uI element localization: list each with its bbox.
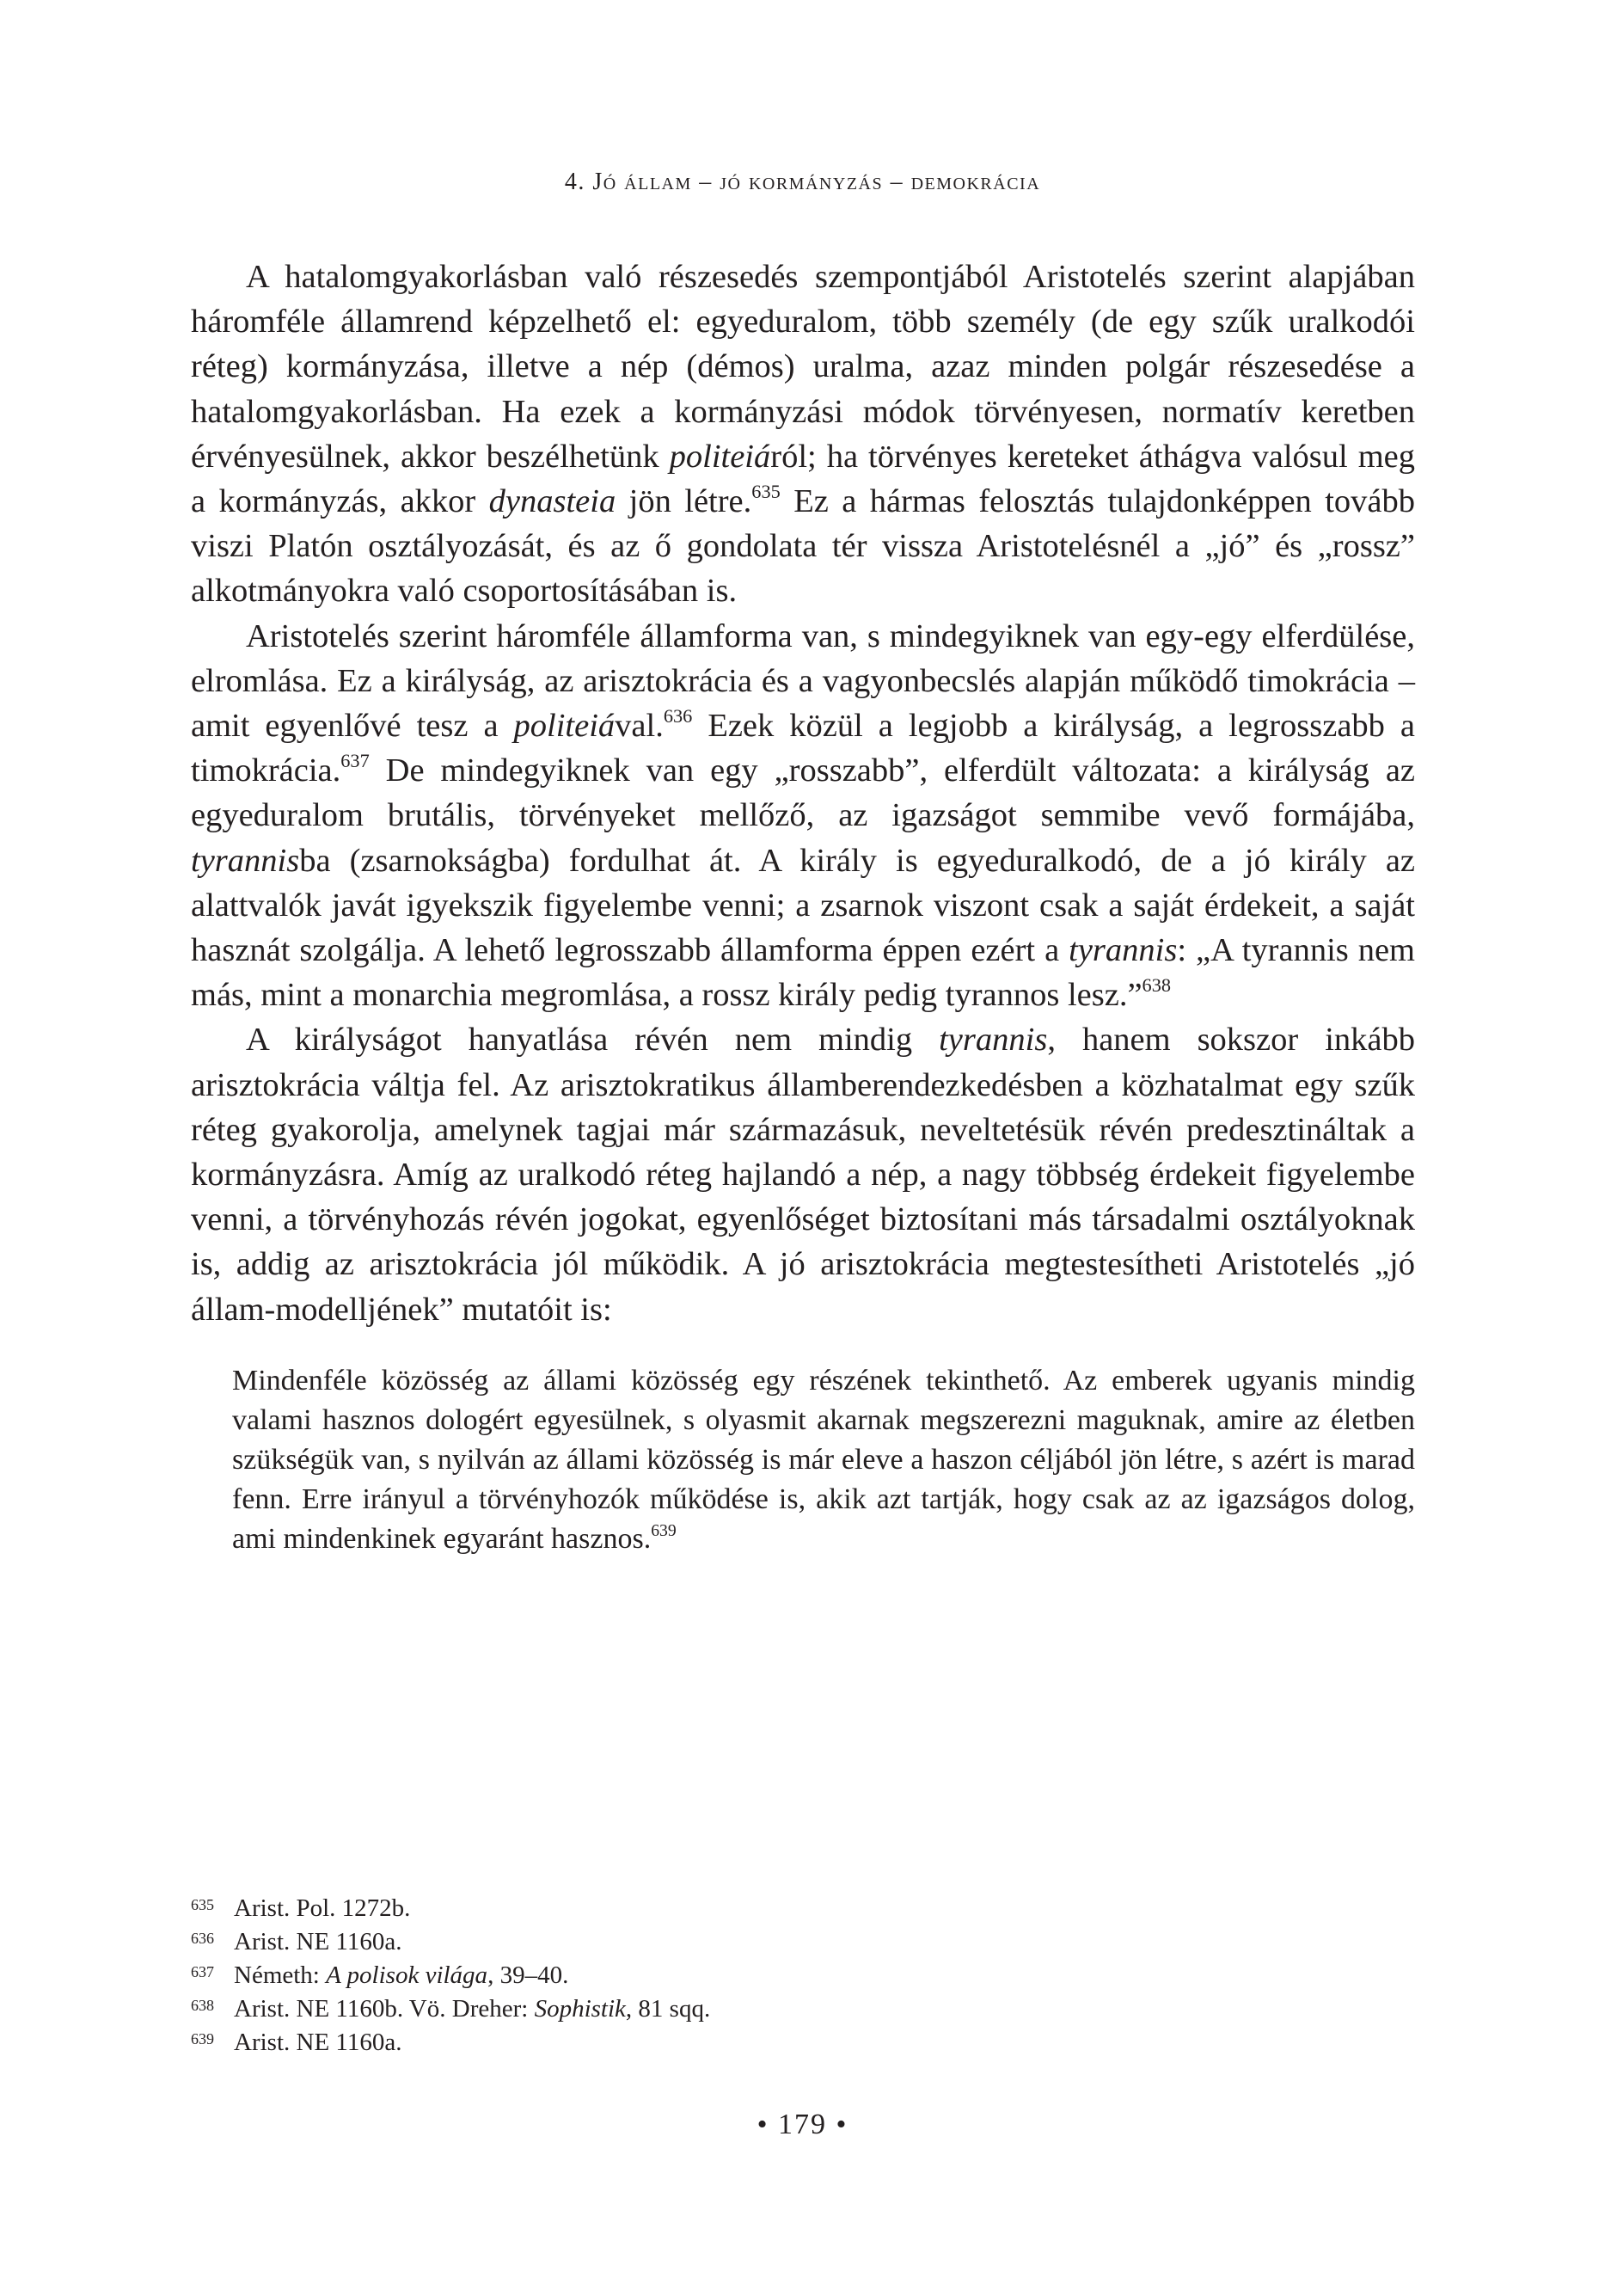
footnote-ref[interactable]: 637: [340, 750, 370, 772]
italic-term: politeiá: [513, 708, 616, 745]
footnote-number: 638: [191, 1997, 214, 2014]
footnote: [191, 1959, 1415, 1992]
italic-term: politeiá: [669, 438, 771, 475]
footnote-ref[interactable]: 635: [751, 480, 781, 502]
footnote-text: Németh: A polisok világa, 39–40.: [234, 1961, 569, 1989]
footnote-number: 639: [191, 2030, 214, 2047]
italic-term: dynasteia: [488, 483, 616, 520]
footnote-number: 637: [191, 1963, 214, 1980]
footnote-title: Sophistik: [534, 1995, 626, 2023]
footnote-number: 636: [191, 1930, 214, 1947]
footnote-ref[interactable]: 639: [651, 1520, 677, 1540]
paragraph-2: Aristotelés szerint háromféle államforma van, s mindegyiknek van egy-egy elferdülése, elromlása. Ez a királyság, az arisztokrácia és a vagyonbecslés alapján működő timokrácia – amit egyenlővé tesz a politeiával.$^{636}$ Ezek közül a legjobb a királyság, a legrosszabb a timokrácia.$^{637}$ De mindegyiknek van egy „rosszabb”, elferdült változata: a királyság az egyeduralom brutális, törvényeket mellőző, az igazságot semmibe vevő formájába, tyrannisba (zsarnokságba) fordulhat át. A király is egyeduralkodó, de a jó király az alattvalók javát igyekszik figyelembe venni; a zsarnok viszont csak a saját érdekeit, a saját hasznát szolgálja. A lehető legrosszabb államforma éppen ezért a tyrannis: „A tyrannis nem más, mint a monarchia megromlása, a rossz király pedig tyrannos lesz.”$^{638}$: [191, 617, 1415, 1014]
footnote: [191, 1925, 1415, 1959]
paragraph-1: A hatalomgyakorlásban való részesedés szempontjából Aristotelés szerint alapjában háromféle államrend képzelhető el: egyeduralom, több személy (de egy szűk uralkodói réteg) kormányzása, illetve a nép (démos) uralma, azaz minden polgár részesedése a hatalomgyakorlásban. Ha ezek a kormányzási módok törvényesen, normatív keretben érvényesülnek, akkor beszélhetünk politeiáról; ha törvényes kereteket áthágva valósul meg a kormányzás, akkor dynasteia jön létre.$^{635}$ Ez a hármas felosztás tulajdonképpen tovább viszi Platón osztályozását, és az ő gondolata tér vissza Aristotelésnél a „jó” és „rossz” alkotmányokra való csoportosításában is.: [191, 259, 1416, 610]
footnote-number: 635: [191, 1896, 214, 1913]
footnote-text: Arist. NE 1160a.: [234, 2029, 402, 2056]
footnote-ref[interactable]: 636: [663, 704, 693, 727]
footnotes: [191, 1892, 1415, 2060]
italic-term: tyrannis: [1069, 932, 1178, 969]
main-text: [191, 255, 1415, 1559]
footnote-text: Arist. NE 1160b. Vö. Dreher: Sophistik, 81 sqq.: [234, 1995, 711, 2023]
italic-term: tyrannis: [191, 842, 300, 879]
footnote-ref[interactable]: 638: [1142, 974, 1172, 997]
italic-term: tyrannis: [939, 1022, 1048, 1059]
footnote: [191, 1992, 1415, 2026]
footnote: [191, 2026, 1415, 2060]
page-number: • 179 •: [757, 2109, 848, 2140]
footnote-text: Arist. NE 1160a.: [234, 1928, 402, 1955]
footnote-title: A polisok világa: [326, 1961, 488, 1989]
paragraph-3: A királyságot hanyatlása révén nem mindig tyrannis, hanem sokszor inkább arisztokrácia váltja fel. Az arisztokratikus államberendezkedésben a közhatalmat egy szűk réteg gyakorolja, amelynek tagjai már származásuk, neveltetésük révén predesztináltak a kormányzásra. Amíg az uralkodó réteg hajlandó a nép, a nagy többség érdekeit figyelembe venni, a törvényhozás révén jogokat, egyenlőséget biztosítani más társadalmi osztályoknak is, addig az arisztokrácia jól működik. A jó arisztokrácia megtestesítheti Aristotelés „jó állam-modelljének” mutatóit is:: [191, 1022, 1415, 1328]
running-head: 4. Jó állam – jó kormányzás – demokrácia: [564, 169, 1041, 195]
block-quote: Mindenféle közösség az állami közösség egy részének tekinthető. Az emberek ugyanis mindig valami hasznos dologért egyesülnek, s olyasmit akarnak megszerezni maguknak, amire az életben szükségük van, s nyilván az állami közösség is már eleve a haszon céljából jön létre, s azért is marad fenn. Erre irányul a törvényhozók működése is, akik azt tartják, hogy csak az az igazságos dolog, ami mindenkinek egyaránt hasznos.$^{639}$: [232, 1364, 1415, 1555]
footnote-text: Arist. Pol. 1272b.: [234, 1894, 411, 1922]
footnote: [191, 1892, 1415, 1925]
